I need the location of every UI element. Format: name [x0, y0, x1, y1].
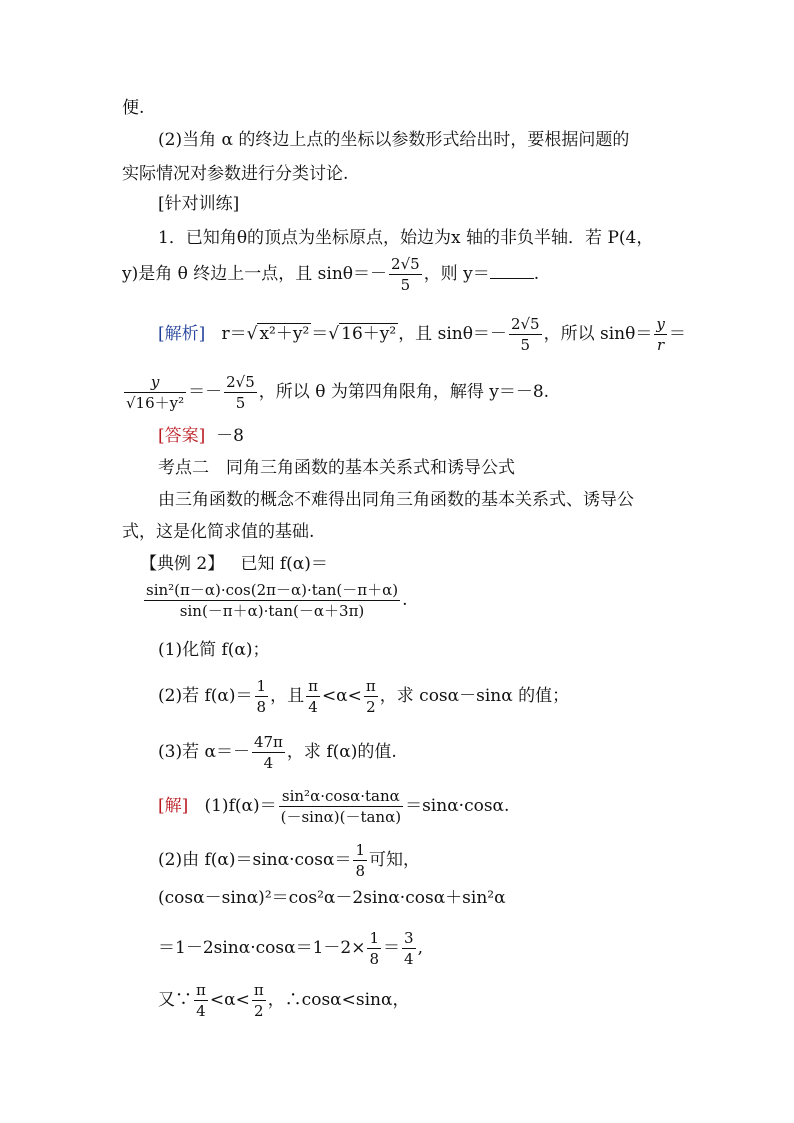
analysis-line: $\frac{y}{\text{√16＋y²}}$ ＝－ $\frac{2√5}{5}$ ，所以 θ 为第四角限角，解得 y＝－8. — [126, 373, 550, 412]
fraction: $\frac{\pi}{2}$ — [253, 981, 264, 1020]
answer-blank — [490, 262, 534, 279]
solution-line: 又∵ $\frac{\pi}{4}$ <α< $\frac{\pi}{2}$ ，∴cosα<sinα， — [158, 981, 410, 1020]
fraction: $\frac{y}{r}$ — [656, 315, 665, 354]
section-heading: 考点二 同角三角函数的基本关系式和诱导公式 — [158, 458, 515, 478]
sub-question: (2)若 f(α)＝ $\frac{1}{8}$ ，且 $\frac{\pi}{4}$ <α< $\frac{\pi}{2}$ ，求 cosα－sinα 的值； — [158, 677, 570, 716]
analysis-line: [解析] r＝√ x²＋y² ＝√ 16＋y² ，且 sinθ＝－ $\frac{2√5}{5}$ ，所以 sinθ＝ $\frac{y}{r}$ ＝ — [158, 315, 686, 354]
question-line: y)是角 θ 终边上一点，且 sinθ＝－ $\frac{2√5}{5}$ ，则 y＝ . — [122, 255, 540, 294]
solution-label: [解] — [158, 796, 189, 816]
fraction: $\frac{\pi}{4}$ — [308, 677, 318, 716]
solution-line: (cosα－sinα)²＝cos²α－2sinα·cosα＋sin²α — [158, 888, 506, 908]
example-formula: $\frac{\text{sin²(π－α)·cos(2π－α)·tan(－π＋α)}}{\sin(-\pi+\alpha)\cdot\tan(-\alpha+3\pi)}$ . — [146, 581, 408, 620]
fraction: $\frac{\pi}{4}$ — [196, 981, 206, 1020]
sub-question: (3)若 α＝－ $\frac{47\pi}{4}$ ，求 f(α)的值. — [158, 733, 397, 772]
fraction: $\frac{3}{4}$ — [404, 929, 414, 968]
fraction: $\frac{1}{8}$ — [256, 677, 267, 716]
sub-question: (1)化简 f(α)； — [158, 640, 270, 660]
section-title: [针对训练] — [158, 194, 240, 214]
fraction: $\frac{2√5}{5}$ — [226, 373, 255, 412]
fraction: $\frac{\text{sin²α·cosα·tanα}}{(-\sin\alpha)(-\tan\alpha)}$ — [280, 787, 402, 826]
example-label: 【典例 2】 — [140, 554, 225, 574]
analysis-label: [解析] — [158, 324, 206, 344]
text-line: (2)当角 α 的终边上点的坐标以参数形式给出时，要根据问题的 — [158, 130, 630, 150]
fraction: $\frac{1}{8}$ — [355, 841, 366, 880]
fraction: $\frac{1}{8}$ — [369, 929, 380, 968]
solution-line: (2)由 f(α)＝sinα·cosα＝ $\frac{1}{8}$ 可知， — [158, 841, 421, 880]
fraction: $\frac{\text{sin²(π－α)·cos(2π－α)·tan(－π＋α)}}{\sin(-\pi+\alpha)\cdot\tan(-\alpha+3\pi)}$ — [146, 581, 399, 620]
answer-line: [答案] －8 — [158, 426, 244, 446]
fraction: $\frac{\pi}{2}$ — [365, 677, 376, 716]
solution-line: [解] (1)f(α)＝ $\frac{\text{sin²α·cosα·tanα}}{(-\sin\alpha)(-\tan\alpha)}$ ＝sinα·cosα. — [158, 787, 510, 826]
fraction: $\frac{2√5}{5}$ — [391, 255, 420, 294]
fraction: $\frac{2√5}{5}$ — [510, 315, 540, 354]
text-line: 便. — [122, 98, 145, 118]
question-line: 1．已知角θ的顶点为坐标原点，始边为x 轴的非负半轴．若 P(4， — [158, 228, 654, 248]
fraction: $\frac{47\pi}{4}$ — [253, 733, 283, 772]
text-line: 由三角函数的概念不难得出同角三角函数的基本关系式、诱导公 — [158, 490, 634, 510]
example-line: 【典例 2】 已知 f(α)＝ — [140, 554, 328, 574]
text-line: 实际情况对参数进行分类讨论. — [122, 164, 349, 184]
solution-line: ＝1－2sinα·cosα＝1－2× $\frac{1}{8}$ ＝ $\frac{3}{4}$ , — [158, 929, 423, 968]
answer-label: [答案] — [158, 426, 206, 446]
text-line: 式，这是化简求值的基础. — [122, 522, 315, 542]
fraction: $\frac{y}{\text{√16＋y²}}$ — [126, 373, 185, 412]
